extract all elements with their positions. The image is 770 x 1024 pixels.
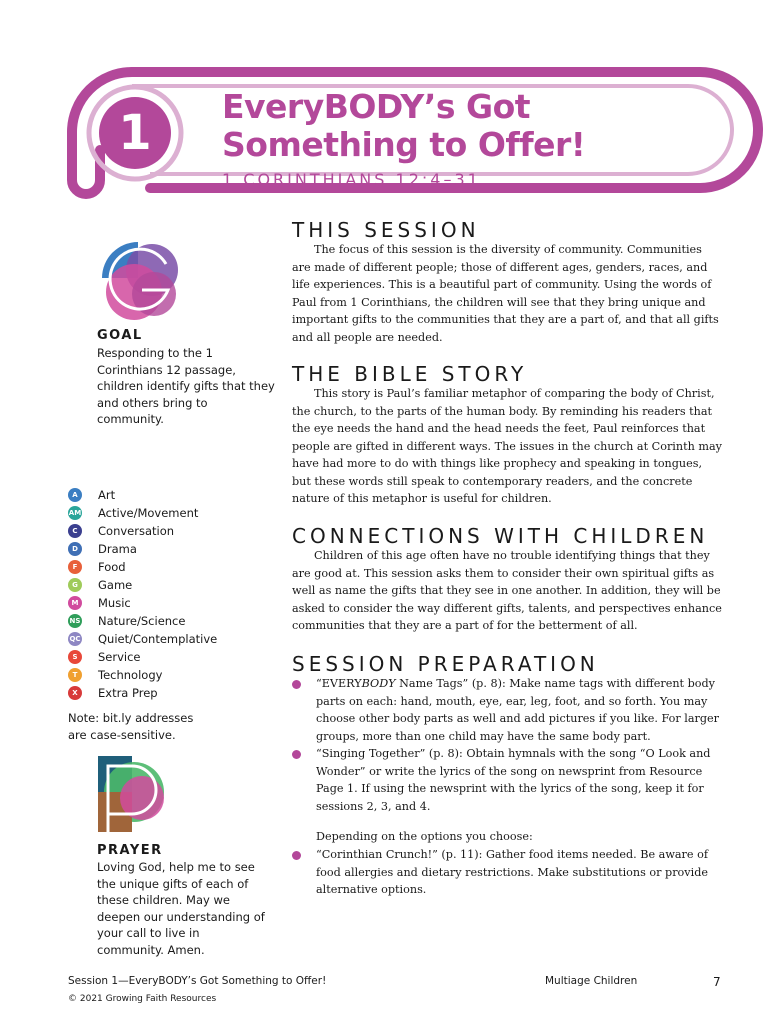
legend-item (68, 666, 217, 684)
technology-badge-icon: T (68, 668, 82, 682)
depending-note: Depending on the options you choose: (316, 830, 533, 843)
active-movement-badge-icon: AM (68, 506, 82, 520)
legend-item (68, 522, 217, 540)
quiet-contemplative-badge-icon: QC (68, 632, 82, 646)
legend-item (68, 594, 217, 612)
title-line-2: Something to Offer! (222, 125, 586, 164)
bible-story-heading: THE BIBLE STORY (292, 362, 528, 386)
legend-label: Food (98, 560, 126, 574)
legend-label: Service (98, 650, 141, 664)
legend-label: Quiet/Contemplative (98, 632, 218, 646)
preparation-list-optional (292, 846, 722, 899)
art-badge-icon: A (68, 488, 82, 502)
legend-label: Extra Prep (98, 686, 158, 700)
legend-label: Conversation (98, 524, 175, 538)
title-line-1: EveryBODY’s Got (222, 87, 531, 126)
note-line-1: Note: bit.ly addresses (68, 711, 194, 725)
legend-item (68, 486, 217, 504)
prayer-p-icon (94, 752, 170, 836)
legend-label: Game (98, 578, 133, 592)
note-line-2: are case-sensitive. (68, 727, 176, 742)
preparation-list (292, 675, 722, 815)
legend-label: Art (98, 488, 116, 502)
legend-item (68, 558, 217, 576)
page-number: 7 (713, 975, 721, 989)
food-badge-icon: F (68, 560, 82, 574)
prep-item-singing-together: “Singing Together” (p. 8): Obtain hymnals with the song “O Look and Wonder” or write the lyrics of the song on newsprint from Resource Page 1. If using the newsprint with the lyrics of the song, keep it for sessions 2, 3, and 4. (292, 745, 722, 815)
session-preparation-heading: SESSION PREPARATION (292, 652, 599, 676)
scripture-reference: 1 CORINTHIANS 12:4–31 (222, 170, 481, 189)
session-title (222, 88, 742, 164)
prep-item-corinthian-crunch: “Corinthian Crunch!” (p. 11): Gather food items needed. Be aware of food allergies and dietary restrictions. Make substitutions or provide alternative options. (292, 846, 722, 899)
goal-heading: GOAL (97, 328, 143, 343)
legend-label: Technology (98, 668, 163, 682)
legend-item (68, 684, 217, 702)
activity-legend (68, 486, 217, 702)
conversation-badge-icon: C (68, 524, 82, 538)
footer-copyright: © 2021 Growing Faith Resources (68, 994, 217, 1004)
footer-session-title: Session 1—EveryBODY’s Got Something to Offer! (68, 975, 327, 987)
bible-story-text: This story is Paul’s familiar metaphor of comparing the body of Christ, the church, to the parts of the human body. By reminding his readers that the eye needs the hand and the head needs the feet, Paul reinforces that people are gifted in different ways. The issues in the church at Corinth may have had more to do with things like prophecy and speaking in tongues, but these words still speak to contemporary readers, and the concrete nature of this metaphor is useful for children. (292, 387, 722, 505)
legend-item (68, 504, 217, 522)
goal-g-icon (94, 234, 184, 322)
game-badge-icon: G (68, 578, 82, 592)
connections-text: Children of this age often have no trouble identifying things that they are good at. This session asks them to consider their own spiritual gifts as well as name the gifts that they see in one another. In addition, they will be asked to consider the way different gifts, talents, and perspectives enhance communities that they are a part of for the betterment of all. (292, 549, 722, 632)
prayer-text: Loving God, help me to see the unique gifts of each of these children. May we deepen our understanding of your call to live in community. Amen. (97, 860, 265, 957)
legend-item (68, 630, 217, 648)
bullet-dot-icon (292, 680, 301, 689)
bitly-note (68, 710, 193, 743)
this-session-heading: THIS SESSION (292, 218, 480, 242)
legend-item (68, 576, 217, 594)
footer-series: Multiage Children (545, 975, 638, 987)
music-badge-icon: M (68, 596, 82, 610)
legend-label: Nature/Science (98, 614, 186, 628)
connections-heading: CONNECTIONS WITH CHILDREN (292, 524, 709, 548)
legend-label: Music (98, 596, 131, 610)
goal-text: Responding to the 1 Corinthians 12 passage, children identify gifts that they and others bring to community. (97, 346, 275, 426)
drama-badge-icon: D (68, 542, 82, 556)
prep-item-name-tags: “EVERYBODY Name Tags” (p. 8): Make name tags with different body parts on each: hand, mouth, eye, ear, leg, foot, and so forth. You may choose other body parts as well and add pictures if you like. For larger groups, more than one child may have the same body part. (292, 675, 722, 745)
this-session-text: The focus of this session is the diversity of community. Communities are made of different people; those of different ages, genders, races, and life experiences. This is a beautiful part of community. Using the words of Paul from 1 Corinthians, the children will see that they bring unique and important gifts to the communities that they are a part of, and that all gifts and all people are needed. (292, 243, 719, 344)
bullet-dot-icon (292, 750, 301, 759)
legend-item (68, 540, 217, 558)
legend-item (68, 648, 217, 666)
legend-label: Active/Movement (98, 506, 199, 520)
legend-label: Drama (98, 542, 137, 556)
extra-prep-badge-icon: X (68, 686, 82, 700)
service-badge-icon: S (68, 650, 82, 664)
legend-item (68, 612, 217, 630)
nature-science-badge-icon: NS (68, 614, 82, 628)
bullet-dot-icon (292, 851, 301, 860)
prayer-heading: PRAYER (97, 843, 163, 858)
session-number: 1 (118, 105, 152, 161)
